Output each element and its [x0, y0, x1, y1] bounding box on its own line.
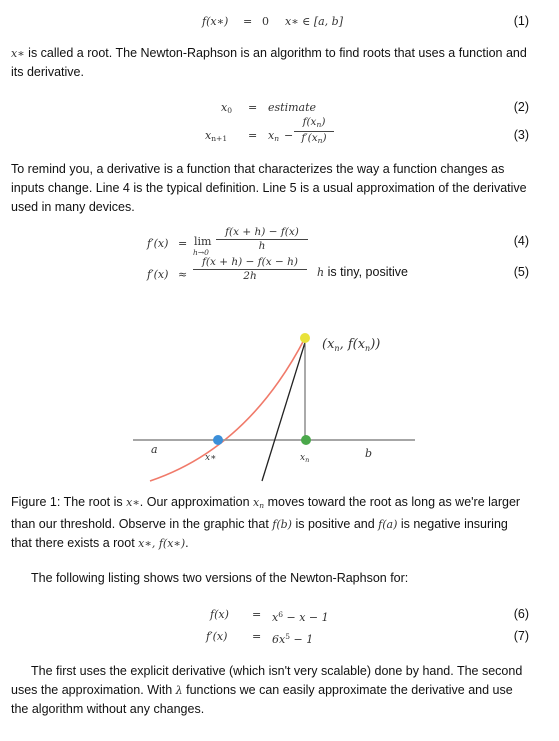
eq2-lhs: $x_0$: [221, 101, 232, 115]
xn-label: $x_n$: [300, 453, 310, 464]
eq3-fraction-numerator: $f(x_n)$: [302, 116, 326, 129]
eq6-rel: =: [252, 608, 262, 621]
eq2-rel: =: [248, 101, 258, 114]
eq7-lhs: f′(x): [206, 630, 228, 643]
paragraph-derivative: To remind you, a derivative is a function that characterizes the way a function changes as inputs change. Line 4 is the typical definition. Line 5 is a usual approximation of the derivative used in many devices.: [11, 162, 527, 214]
eq3-lhs: $x_{n+1}$: [205, 129, 228, 143]
root-symbol: x∗: [11, 47, 25, 60]
equation-2: [0, 96, 559, 116]
equation-5: [0, 256, 559, 290]
equation-1: [0, 10, 559, 30]
xn-point: [301, 435, 311, 445]
eq2-rhs: estimate: [268, 101, 317, 114]
paragraph-closing: The first uses the explicit derivative (which isn't very scalable) done by hand. The second uses the approximation. With λ functions we can easily approximate the derivative and use the algorithm without any changes.: [11, 664, 523, 716]
eq3-number: (3): [513, 128, 529, 142]
eq7-rhs: $6x^5 - 1$: [272, 632, 314, 646]
equation-7: [0, 625, 559, 645]
curve-point: [300, 333, 310, 343]
eq4-fraction-denominator: h: [216, 239, 308, 253]
eq1-number: (1): [513, 14, 529, 28]
eq4-number: (4): [513, 234, 529, 248]
eq6-lhs: f(x): [210, 608, 229, 621]
eq3-rhs-x: $x_n$: [268, 129, 280, 143]
eq2-number: (2): [513, 100, 529, 114]
equation-4: [0, 226, 559, 258]
equation-3: [0, 114, 559, 154]
eq4-lhs: f′(x): [147, 237, 169, 250]
a-label: a: [151, 443, 158, 456]
figure-caption: Figure 1: The root is x∗. Our approximation $x_n$ moves toward the root as long as we're larger than our threshold. Observe in the graphic that f(b) is positive and f(a) is negative insuring that there exists a root x∗, f(x∗).: [11, 495, 521, 550]
eq5-fraction-denominator: 2h: [193, 269, 307, 283]
eq6-number: (6): [513, 607, 529, 621]
paragraph-roots: [11, 44, 529, 82]
eq5-lhs: f′(x): [147, 268, 169, 281]
eq4-rel: =: [178, 237, 188, 250]
eq1-condition: x∗ ∈ [a, b]: [285, 15, 343, 28]
function-curve: [150, 338, 305, 481]
eq4-lim-sub: h→0: [193, 248, 209, 257]
eq1-rel: =: [243, 15, 253, 28]
eq3-minus: −: [284, 129, 294, 142]
root-point: [213, 435, 223, 445]
eq1-lhs: f(x∗): [202, 15, 229, 28]
eq6-rhs: $x^6 - x - 1$: [272, 610, 329, 624]
eq7-rel: =: [252, 630, 262, 643]
eq5-fraction: [193, 256, 307, 283]
eq4-lim: lim: [194, 235, 212, 248]
eq3-rel: =: [248, 129, 258, 142]
eq1-rhs: 0: [262, 15, 269, 28]
b-label: b: [365, 447, 373, 460]
newton-raphson-figure: [0, 300, 559, 485]
root-label: x∗: [205, 453, 217, 463]
eq5-note: h is tiny, positive: [317, 265, 408, 279]
eq4-fraction: [216, 226, 308, 253]
paragraph-roots-text: is called a root. The Newton-Raphson is an algorithm to find roots that uses a function and its derivative.: [11, 46, 527, 79]
eq3-fraction-denominator: $f'(x_n)$: [294, 131, 334, 147]
eq7-number: (7): [513, 629, 529, 643]
eq4-fraction-numerator: f(x + h) − f(x): [225, 226, 299, 238]
paragraph-listing-intro: The following listing shows two versions of the Newton-Raphson for:: [31, 571, 409, 585]
eq5-number: (5): [513, 265, 529, 279]
equation-6: [0, 603, 559, 623]
curve-point-label: ($x_n$, $f(x_n)$): [322, 337, 381, 353]
eq3-fraction: [294, 116, 334, 147]
eq5-fraction-numerator: f(x + h) − f(x − h): [202, 256, 298, 268]
eq5-rel: ≈: [178, 268, 188, 281]
